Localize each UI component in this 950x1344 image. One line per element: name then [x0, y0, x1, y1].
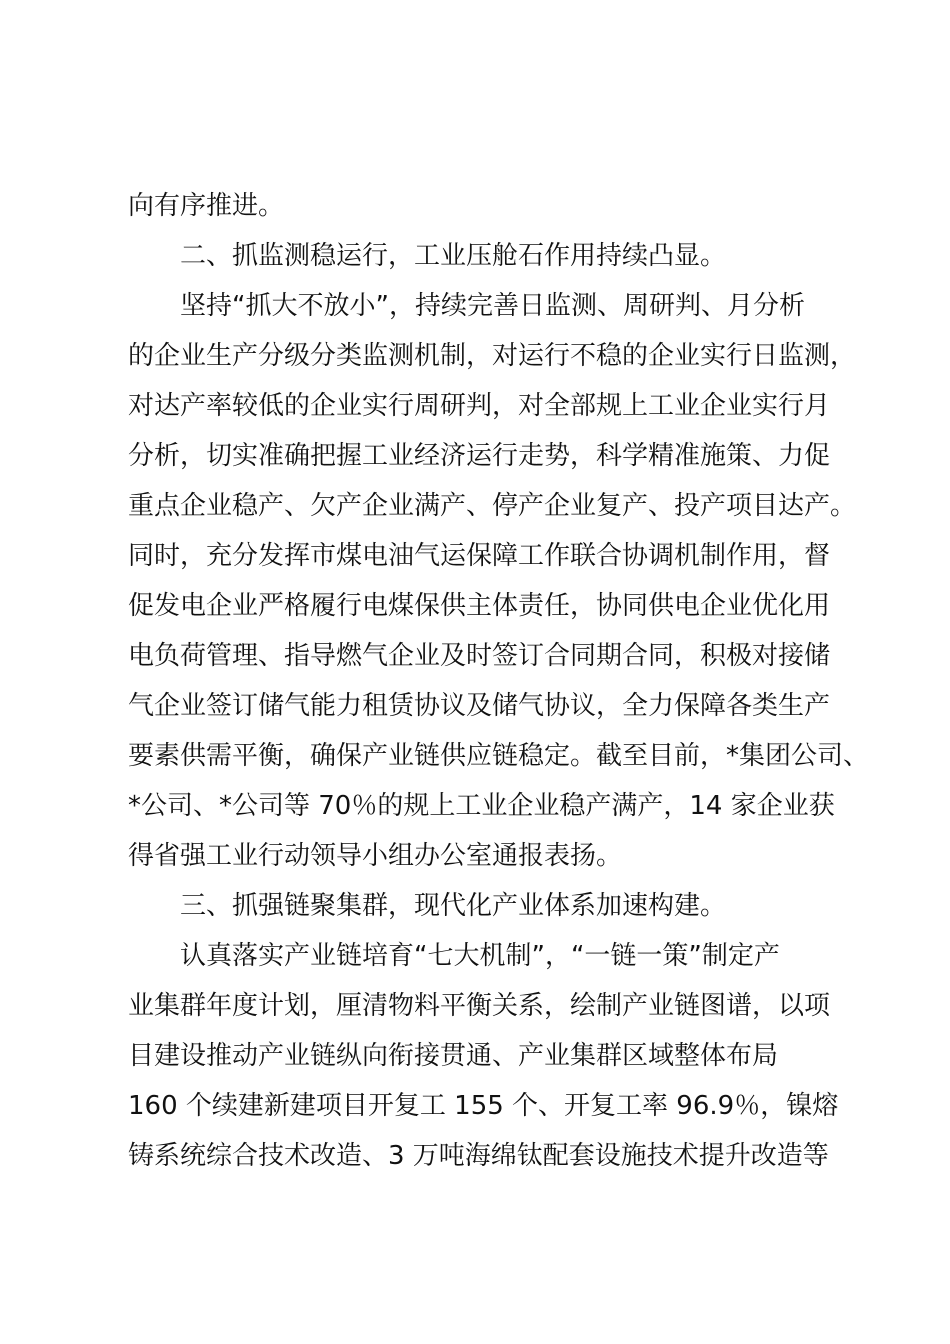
paragraph-line: 重点企业稳产、欠产企业满产、停产企业复产、投产项目达产。	[128, 491, 857, 521]
paragraph-line: 促发电企业严格履行电煤保供主体责任，协同供电企业优化用	[128, 591, 831, 621]
paragraph-line: 要素供需平衡，确保产业链供应链稳定。截至目前，*集团公司、	[128, 741, 870, 771]
paragraph-line: 坚持“抓大不放小”，持续完善日监测、周研判、月分析	[180, 291, 805, 321]
paragraph-line: 气企业签订储气能力租赁协议及储气协议，全力保障各类生产	[128, 691, 831, 721]
section-heading-2: 二、抓监测稳运行，工业压舱石作用持续凸显。	[180, 241, 727, 271]
paragraph-line: 目建设推动产业链纵向衔接贯通、产业集群区域整体布局	[128, 1041, 779, 1071]
section-heading-3: 三、抓强链聚集群，现代化产业体系加速构建。	[180, 891, 727, 921]
paragraph-line: 同时，充分发挥市煤电油气运保障工作联合协调机制作用，督	[128, 541, 831, 571]
paragraph-line: 得省强工业行动领导小组办公室通报表扬。	[128, 841, 623, 871]
paragraph-line: 分析，切实准确把握工业经济运行走势，科学精准施策、力促	[128, 441, 831, 471]
paragraph-line: 向有序推进。	[128, 191, 285, 221]
paragraph-line: 的企业生产分级分类监测机制，对运行不稳的企业实行日监测，	[128, 341, 857, 371]
paragraph-line: 业集群年度计划，厘清物料平衡关系，绘制产业链图谱，以项	[128, 991, 831, 1021]
paragraph-line: 铸系统综合技术改造、3 万吨海绵钛配套设施技术提升改造等	[128, 1141, 829, 1171]
paragraph-line: 160 个续建新建项目开复工 155 个、开复工率 96.9％，镍熔	[128, 1091, 839, 1121]
paragraph-line: *公司、*公司等 70％的规上工业企业稳产满产，14 家企业获	[128, 791, 835, 821]
paragraph-line: 电负荷管理、指导燃气企业及时签订合同期合同，积极对接储	[128, 641, 831, 671]
paragraph-line: 对达产率较低的企业实行周研判，对全部规上工业企业实行月	[128, 391, 831, 421]
paragraph-line: 认真落实产业链培育“七大机制”，“一链一策”制定产	[180, 941, 780, 971]
